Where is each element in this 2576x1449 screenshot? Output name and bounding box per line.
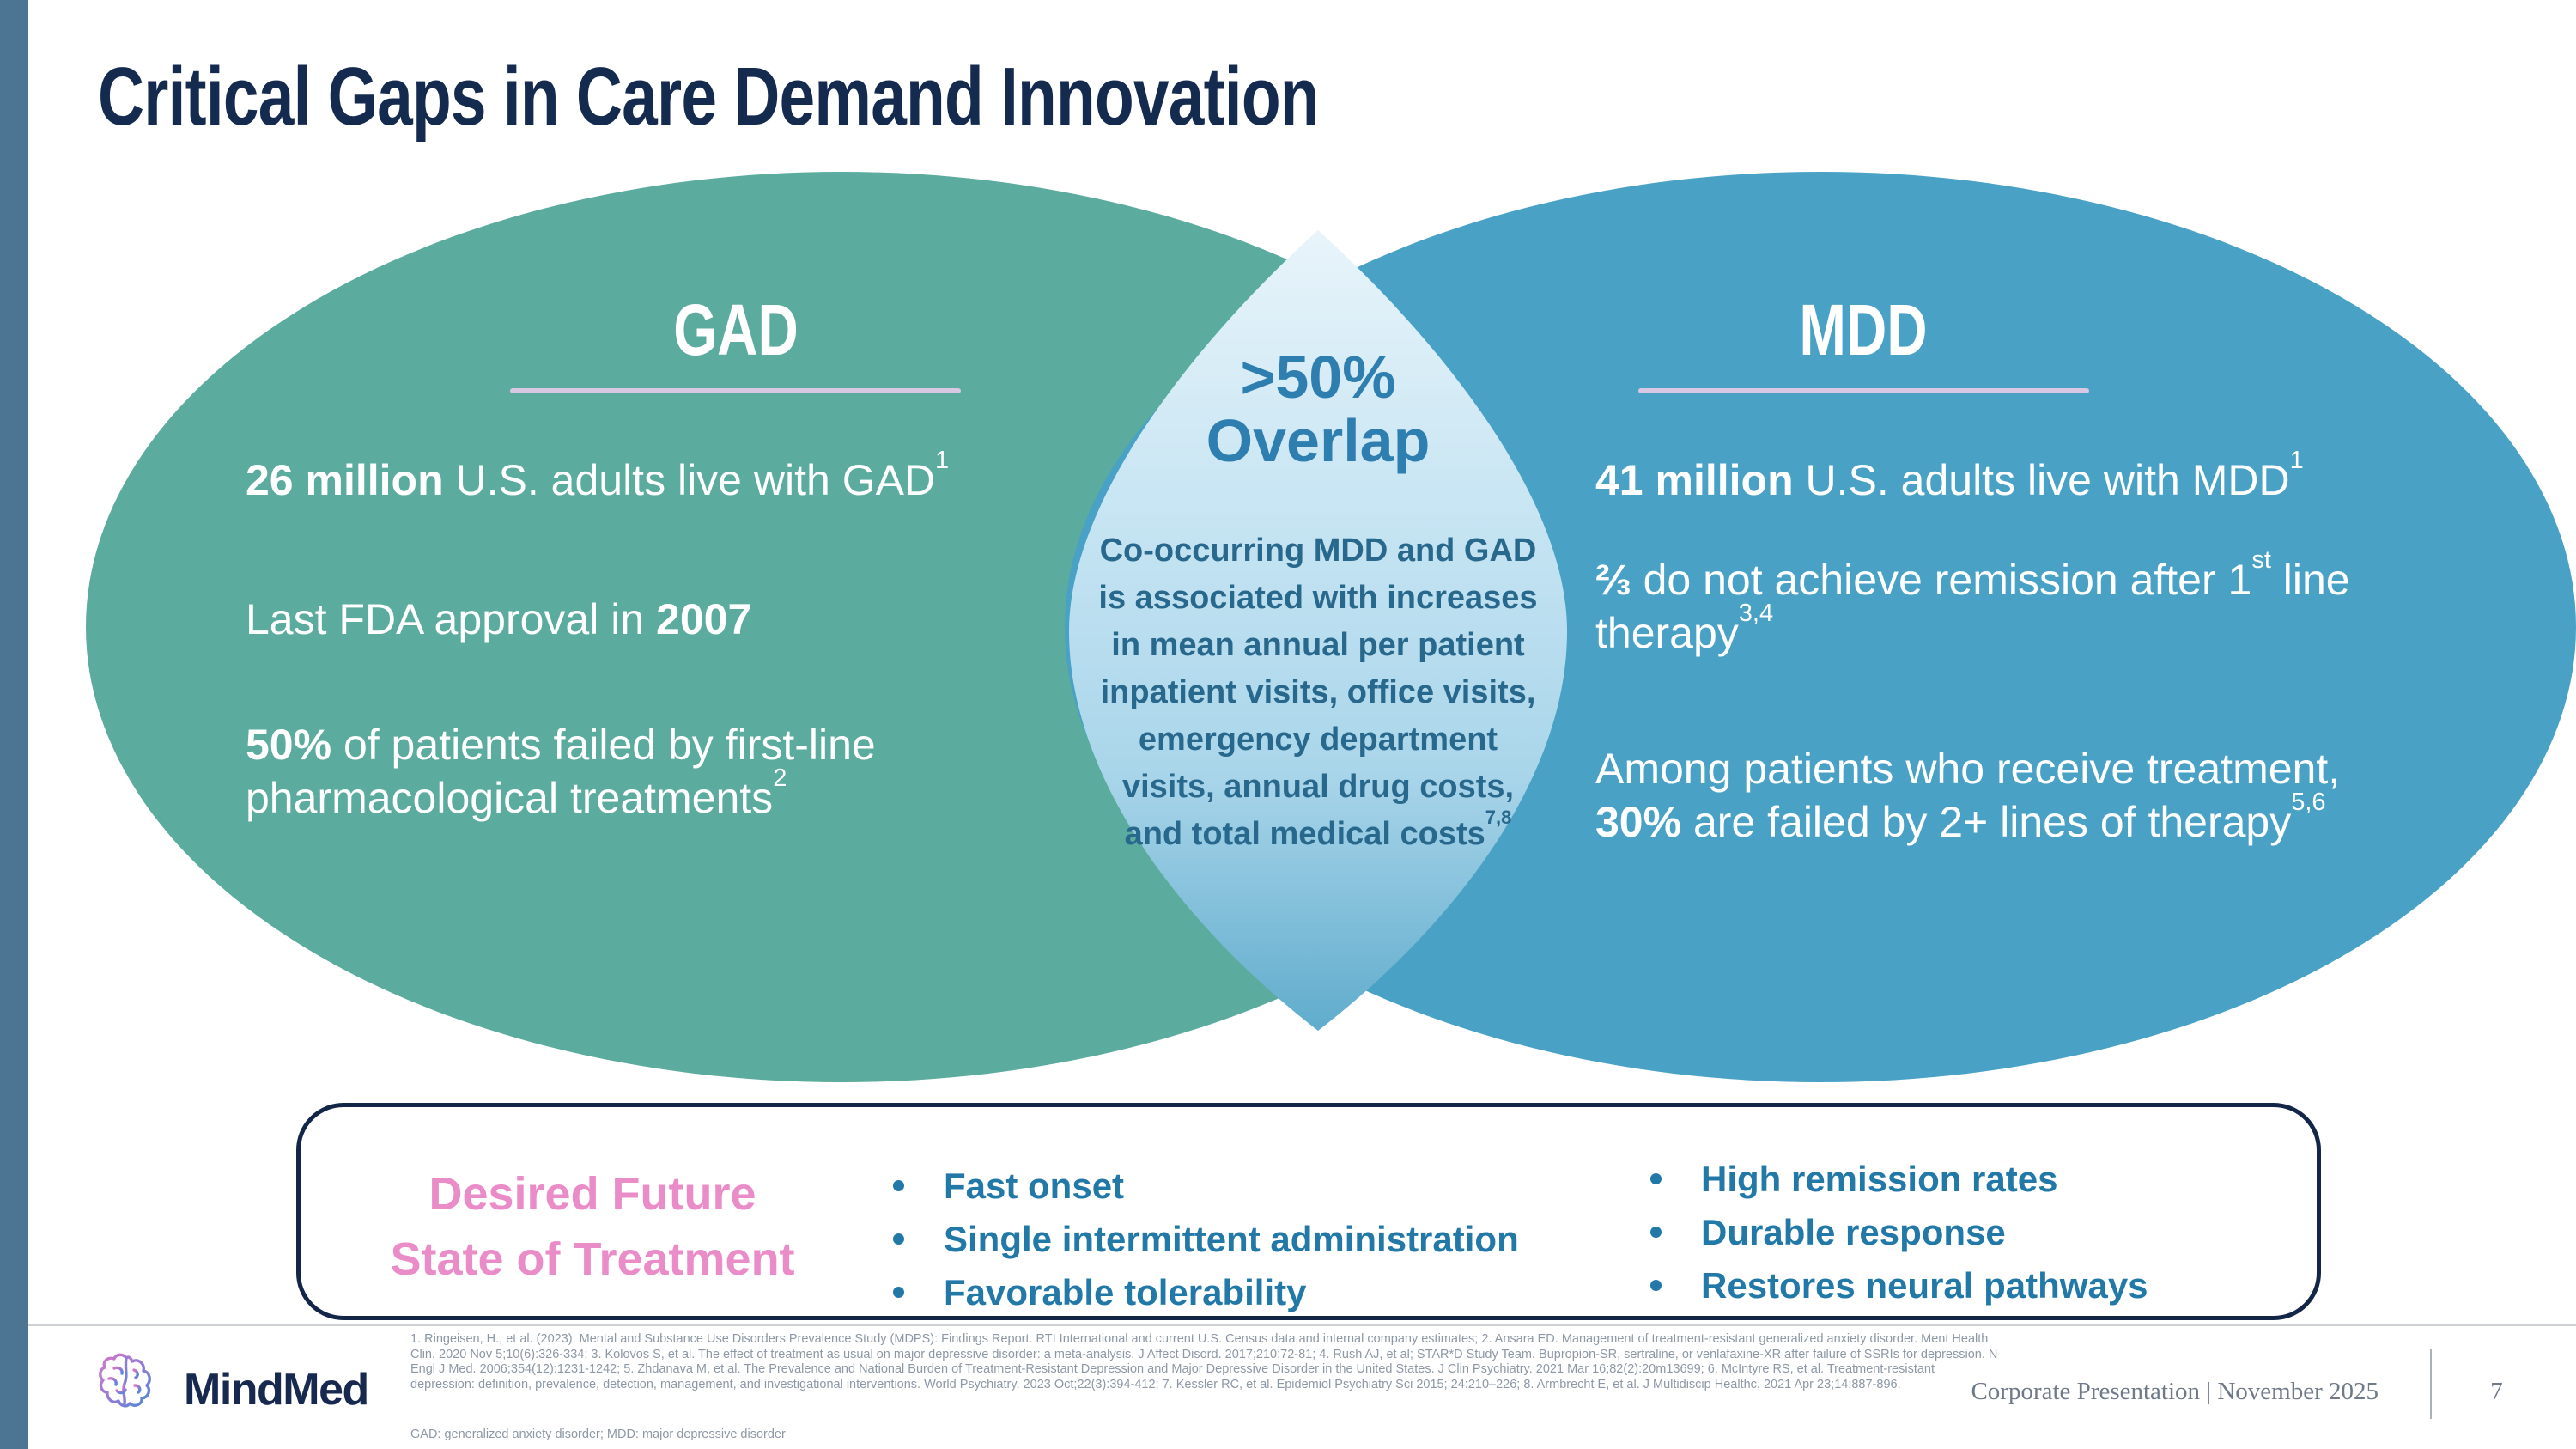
overlap-body-last-line [1060, 807, 1576, 858]
gad-stat-prevalence-bold: 26 million [246, 456, 444, 504]
desired-label-line1: Desired Future [428, 1168, 756, 1220]
mdd-heading: MDD [1799, 289, 1928, 370]
bullet-label: High remission rates [1701, 1159, 2058, 1199]
bullet-item [1650, 1208, 2148, 1261]
mdd-stat-remission-bold: ⅔ [1595, 556, 1631, 604]
mdd-stat-failed-ref: 5,6 [2291, 788, 2326, 817]
overlap-body-ref: 7,8 [1485, 807, 1512, 829]
gad-stat-failed-text2: pharmacological treatments [246, 774, 774, 822]
page-number: 7 [2490, 1378, 2503, 1405]
overlap-heading [1060, 345, 1576, 472]
desired-bullets-column-1 [893, 1161, 1519, 1321]
bullet-icon [1650, 1280, 1662, 1291]
footer-presentation-meta: Corporate Presentation | November 2025 [1971, 1378, 2379, 1405]
mdd-stat-remission-ref: 3,4 [1738, 600, 1774, 628]
mdd-stat-failed-bold: 30% [1595, 798, 1682, 846]
mdd-heading-underline [1638, 388, 2089, 393]
bullet-label: Durable response [1701, 1212, 2006, 1252]
mdd-stat-remission-line1 [1595, 546, 2350, 606]
bullet-icon [1650, 1227, 1662, 1238]
mdd-stat-prevalence-text: U.S. adults live with MDD [1793, 456, 2290, 504]
gad-stat-prevalence [246, 447, 950, 507]
gad-stat-prevalence-text: U.S. adults live with GAD [443, 456, 936, 504]
mdd-stat-remission-text1: do not achieve remission after 1 [1631, 556, 2252, 604]
footer-separator-line [28, 1324, 2576, 1326]
overlap-body-last-text: and total medical costs [1124, 816, 1485, 852]
bullet-icon [1650, 1173, 1662, 1184]
mdd-stat-prevalence-bold: 41 million [1595, 456, 1794, 504]
slide-title: Critical Gaps in Care Demand Innovation [98, 51, 1319, 143]
overlap-heading-word: Overlap [1206, 407, 1431, 474]
bullet-icon [893, 1233, 904, 1245]
footer-vertical-divider [2430, 1349, 2432, 1419]
bullet-label: Fast onset [944, 1166, 1125, 1206]
gad-stat-fda-bold: 2007 [656, 595, 752, 643]
overlap-body-line: Co-occurring MDD and GAD [1099, 533, 1537, 569]
gad-stat-failed-bold: 50% [246, 721, 332, 769]
mdd-stat-remission-line2 [1595, 600, 2350, 660]
bullet-label: Restores neural pathways [1701, 1265, 2148, 1306]
desired-bullets-column-2 [1650, 1154, 2148, 1314]
mdd-stat-failed-line1: Among patients who receive treatment, [1595, 745, 2341, 793]
gad-stat-failed-ref: 2 [773, 764, 787, 793]
gad-stat-fda-text: Last FDA approval in [246, 595, 657, 643]
gad-stat-failed [246, 718, 876, 825]
references-block [410, 1332, 1997, 1392]
mindmed-wordmark: MindMed [184, 1365, 368, 1415]
mindmed-brain-logo-icon [96, 1350, 156, 1416]
gad-heading-underline [510, 388, 961, 393]
gad-heading: GAD [673, 289, 799, 370]
gad-stat-prevalence-ref: 1 [935, 447, 950, 475]
bullet-item [893, 1268, 1519, 1321]
overlap-body-line: emergency department [1138, 721, 1498, 758]
desired-future-state-label [335, 1161, 850, 1292]
overlap-body-line: in mean annual per patient [1111, 627, 1525, 663]
abbreviations-note: GAD: generalized anxiety disorder; MDD: major depressive disorder [410, 1428, 786, 1441]
mdd-stat-remission-text2: line [2270, 556, 2350, 604]
bullet-item [1650, 1154, 2148, 1208]
bullet-label: Single intermittent administration [944, 1219, 1519, 1259]
mdd-stat-failed-text: are failed by 2+ lines of therapy [1681, 798, 2292, 846]
bullet-icon [893, 1287, 904, 1298]
mdd-stat-failed [1595, 742, 2340, 849]
bullet-label: Favorable tolerability [944, 1272, 1307, 1312]
overlap-body-line: visits, annual drug costs, [1121, 769, 1515, 805]
reference-line: depression: definition, prevalence, detection, management, and investigational interventions. World Psychiatry. 2023 Oct;22(3):394-412; 7. Kessler RC, et al. Epidemiol Psychiatry Sci 2015; 24:210–226; 8. Armbrecht E, et al. J Multidiscip Healthc. 2021 Apr 23;14:887-896. [410, 1377, 1901, 1391]
reference-line: Clin. 2020 Nov 5;10(6):326-334; 3. Kolovos S, et al. The effect of treatment as usual on major depressive disorder: a meta-analysis. J Affect Disord. 2017;210:72-81; 4. Rush AJ, et al; STAR*D Study Team. Bupropion-SR, sertraline, or venlafaxine-XR after failure of SSRIs for depression. N [410, 1347, 1998, 1361]
mdd-stat-failed-line2 [1595, 788, 2340, 849]
gad-stat-failed-line2 [246, 764, 876, 825]
gad-stat-fda [246, 593, 751, 646]
overlap-body-line: inpatient visits, office visits, [1100, 674, 1536, 710]
bullet-item [893, 1215, 1519, 1268]
gad-stat-failed-line1 [246, 718, 876, 771]
reference-line: Engl J Med. 2006;354(12):1231-1242; 5. Zhdanava M, et al. The Prevalence and National Burden of Treatment-Resistant Depression and Major Depressive Disorder in the United States. J Clin Psychiatry. 2021 Mar 16;82(2):20m13699; 6. McIntyre RS, et al. Treatment-resistant [410, 1362, 1935, 1376]
mdd-stat-prevalence-ref: 1 [2289, 447, 2304, 475]
mdd-stat-remission [1595, 546, 2350, 660]
mdd-stat-prevalence [1595, 447, 2304, 507]
bullet-icon [893, 1180, 904, 1191]
mdd-stat-remission-ordinal: st [2251, 546, 2271, 575]
bullet-item [1650, 1261, 2148, 1314]
reference-line: 1. Ringeisen, H., et al. (2023). Mental and Substance Use Disorders Prevalence Study (MDPS): Findings Report. RTI International and current U.S. Census data and internal company estimates; 2. Ansara ED. Management of treatment-resistant generalized anxiety disorder. Ment Health [410, 1332, 1989, 1346]
mdd-stat-remission-text3: therapy [1595, 609, 1739, 657]
overlap-body [1060, 527, 1576, 858]
gad-stat-failed-text1: of patients failed by first-line [331, 721, 876, 769]
desired-label-line2: State of Treatment [390, 1233, 795, 1285]
overlap-heading-percent: >50% [1240, 344, 1396, 411]
bullet-item [893, 1161, 1519, 1215]
overlap-body-line: is associated with increases [1098, 580, 1538, 616]
